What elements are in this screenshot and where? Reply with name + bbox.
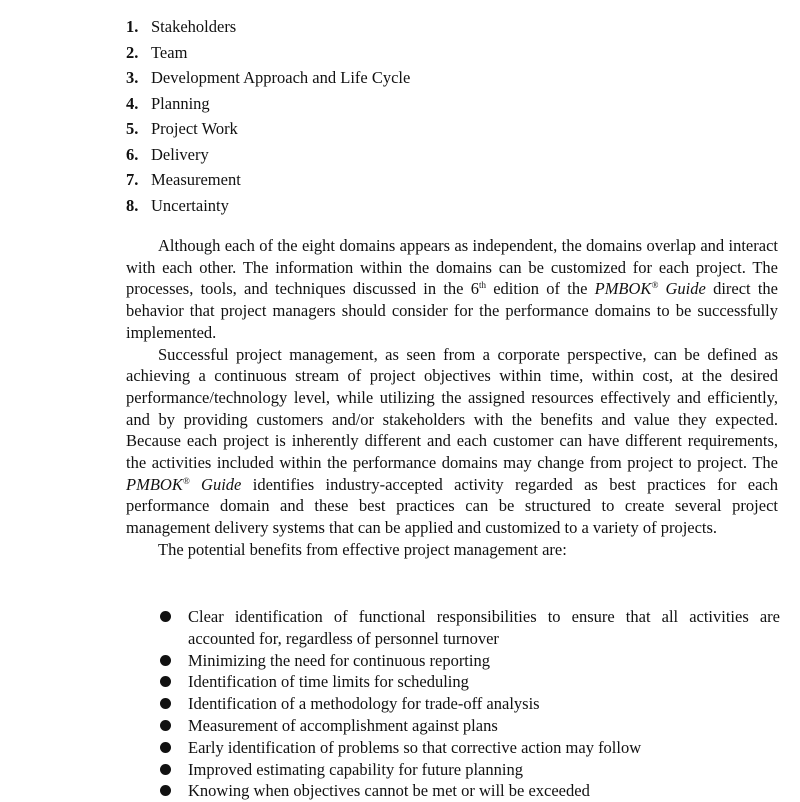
ordinal-superscript: th: [478, 280, 486, 291]
list-item: [126, 167, 410, 193]
list-label: Stakeholders: [151, 17, 237, 36]
list-number: 5.: [126, 119, 139, 138]
list-item: [126, 116, 410, 142]
pmbok-title: PMBOK® Guide: [594, 279, 706, 299]
list-item: [126, 142, 410, 168]
bullet-icon: [160, 785, 171, 796]
list-label: Team: [151, 42, 188, 62]
list-number: 1.: [126, 17, 139, 36]
bullet-icon: [160, 698, 171, 709]
list-number: 6.: [126, 144, 139, 164]
pmbok-title: PMBOK® Guide: [126, 474, 242, 494]
list-label: Project Work: [151, 119, 238, 138]
list-label: Uncertainty: [151, 195, 229, 215]
list-item: [126, 193, 410, 219]
list-item: Early identification of problems so that corrective action may follow: [158, 737, 780, 759]
list-number: 3.: [126, 68, 139, 87]
body-text: [126, 235, 778, 561]
list-item: Knowing when objectives cannot be met or will be exceeded: [158, 780, 780, 802]
list-label: Measurement: [151, 170, 241, 189]
bullet-icon: [160, 720, 171, 731]
list-item: [126, 40, 410, 66]
bullet-icon: [160, 655, 171, 666]
bullet-icon: [160, 611, 171, 622]
list-number: 4.: [126, 93, 139, 113]
bullet-icon: [160, 676, 171, 687]
bullet-icon: [160, 742, 171, 753]
benefits-list: [158, 606, 780, 802]
paragraph-successful-pm: Successful project management, as seen from a corporate perspective, can be defined as achieving a continuous stream of project objectives within time, within cost, at the desired performance/technology level, while utilizing the assigned resources effectively and efficiently, and by providing customers and/or stakeholders with the benefits and value they expected. Because each project is inherently different and each customer can have different requirements, the activities included within the performance domains may change from project to project. The PMBOK® Guide identifies industry-accepted activity regarded as best practices for each performance domain and these best practices can be structured to create several project management delivery systems that can be applied and customized to a variety of projects.: [126, 344, 778, 538]
bullet-icon: [160, 764, 171, 775]
list-label: Planning: [151, 93, 210, 113]
list-number: 7.: [126, 170, 139, 189]
list-label: Development Approach and Life Cycle: [151, 68, 411, 87]
list-item: Clear identification of functional responsibilities to ensure that all activities are accounted for, regardless of personnel turnover: [158, 606, 780, 650]
paragraph-benefits-intro: The potential benefits from effective project management are:: [158, 539, 567, 559]
list-number: 8.: [126, 195, 139, 215]
registered-mark: ®: [651, 280, 659, 291]
paragraph-domains-overlap: Although each of the eight domains appears as independent, the domains overlap and interact with each other. The information within the domains can be customized for each project. The processes, tools, and techniques discussed in the 6th edition of the PMBOK® Guide direct the behavior that project managers should consider for the performance domains to be successfully implemented.: [126, 236, 779, 342]
list-item: Measurement of accomplishment against plans: [158, 715, 780, 737]
list-label: Delivery: [151, 144, 209, 164]
list-item: [126, 91, 410, 117]
performance-domains-list: [126, 14, 410, 218]
list-item: Identification of a methodology for trade-off analysis: [158, 693, 780, 715]
list-item: [126, 65, 410, 91]
registered-mark: ®: [182, 475, 190, 486]
list-item: Identification of time limits for scheduling: [158, 671, 780, 693]
list-item: [126, 14, 410, 40]
list-number: 2.: [126, 42, 139, 62]
list-item: Improved estimating capability for future planning: [158, 759, 780, 781]
list-item: Minimizing the need for continuous reporting: [158, 650, 780, 672]
